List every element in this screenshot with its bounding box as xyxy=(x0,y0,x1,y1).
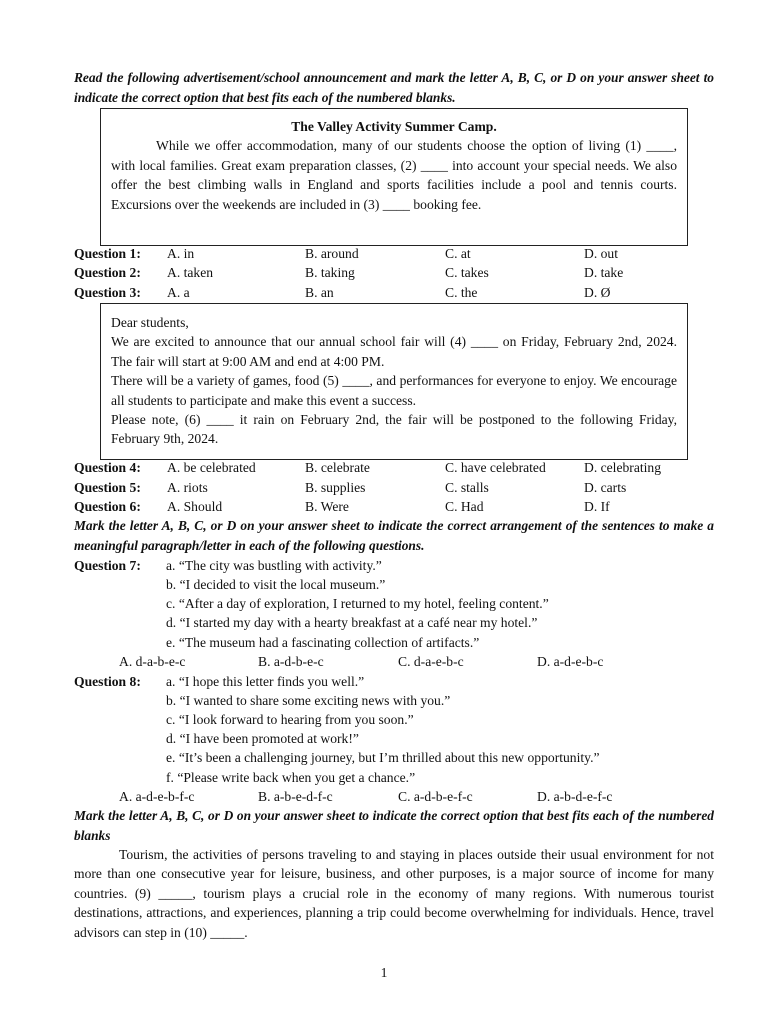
ad-text: While we offer accommodation, many of our students choose the option of living (1) ____, with local families. Great exam preparation classes, (2) ____ into account your special needs. We also offer the best climbing walls in England and sports facilities include a pool and tennis courts. Excursions over the weekends are included in (3) ____ booking fee. xyxy=(111,138,677,212)
advertisement-box xyxy=(100,108,688,246)
tourism-passage: Tourism, the activities of persons traveling to and staying in places outside their usual environment for not more than one consecutive year for leisure, business, and other purposes, is a major source of income for many countries. (9) _____, tourism plays a crucial role in the economy of many regions. With numerous tourist destinations, attractions, and experiences, planning a trip could become overwhelming for individuals. Hence, travel advisors can step in (10) _____. xyxy=(74,847,714,940)
option-a: A. Should xyxy=(167,499,223,514)
announcement-box xyxy=(100,303,688,460)
sentence: c. “I look forward to hearing from you soon.” xyxy=(166,712,414,727)
option-a: A. d-a-b-e-c xyxy=(119,654,186,669)
answer-options xyxy=(74,652,714,671)
page-number: 1 xyxy=(380,965,388,980)
question-row xyxy=(74,478,714,497)
question-row xyxy=(74,263,714,282)
option-b: B. a-b-e-d-f-c xyxy=(258,789,333,804)
sentence: a. “The city was bustling with activity.” xyxy=(166,558,382,573)
instruction-2: Mark the letter A, B, C, or D on your answer sheet to indicate the correct arrangement of the sentences to make a meaningful paragraph/letter in each of the following questions. xyxy=(74,518,714,553)
announcement-paragraph: There will be a variety of games, food (5) ____, and performances for everyone to enjoy. We encourage all students to participate and make this event a success. xyxy=(111,373,677,408)
option-c: C. stalls xyxy=(445,480,489,495)
ad-title: The Valley Activity Summer Camp. xyxy=(291,119,497,134)
option-c: C. the xyxy=(445,285,478,300)
sentence: b. “I decided to visit the local museum.” xyxy=(166,577,386,592)
option-b: B. Were xyxy=(305,499,349,514)
sentence: f. “Please write back when you get a chance.” xyxy=(166,770,416,785)
question-label: Question 3: xyxy=(74,285,141,300)
option-b: B. celebrate xyxy=(305,460,370,475)
sentence: d. “I started my day with a hearty breakfast at a café near my hotel.” xyxy=(166,615,538,630)
question-label: Question 5: xyxy=(74,480,141,495)
option-d: D. carts xyxy=(584,480,627,495)
option-a: A. taken xyxy=(167,265,214,280)
option-c: C. takes xyxy=(445,265,489,280)
sentence: d. “I have been promoted at work!” xyxy=(166,731,359,746)
question-row xyxy=(74,283,714,302)
option-a: A. riots xyxy=(167,480,208,495)
option-a: A. a xyxy=(167,285,190,300)
sentence: a. “I hope this letter finds you well.” xyxy=(166,674,365,689)
option-b: B. supplies xyxy=(305,480,366,495)
option-c: C. have celebrated xyxy=(445,460,546,475)
option-b: B. an xyxy=(305,285,334,300)
option-d: D. take xyxy=(584,265,624,280)
option-b: B. taking xyxy=(305,265,355,280)
option-c: C. a-d-b-e-f-c xyxy=(398,789,473,804)
option-b: B. a-d-b-e-c xyxy=(258,654,324,669)
question-label: Question 8: xyxy=(74,674,141,689)
question-label: Question 6: xyxy=(74,499,141,514)
option-d: D. a-b-d-e-f-c xyxy=(537,789,613,804)
option-c: C. Had xyxy=(445,499,484,514)
option-a: A. in xyxy=(167,246,195,261)
option-d: D. If xyxy=(584,499,610,514)
announcement-greeting: Dear students, xyxy=(111,315,189,330)
instruction-1: Read the following advertisement/school announcement and mark the letter A, B, C, or D on your answer sheet to indicate the correct option that best fits each of the numbered blanks. xyxy=(74,70,714,105)
question-row xyxy=(74,497,714,516)
option-b: B. around xyxy=(305,246,359,261)
option-c: C. d-a-e-b-c xyxy=(398,654,464,669)
sentence: c. “After a day of exploration, I returned to my hotel, feeling content.” xyxy=(166,596,549,611)
answer-options xyxy=(74,787,714,806)
sentence: e. “The museum had a fascinating collection of artifacts.” xyxy=(166,635,480,650)
option-d: D. Ø xyxy=(584,285,611,300)
option-d: D. celebrating xyxy=(584,460,661,475)
sentence: b. “I wanted to share some exciting news with you.” xyxy=(166,693,451,708)
question-row xyxy=(74,458,714,477)
question-label: Question 1: xyxy=(74,246,141,261)
announcement-paragraph: We are excited to announce that our annual school fair will (4) ____ on Friday, February 2nd, 2024. The fair will start at 9:00 AM and end at 4:00 PM. xyxy=(111,334,677,369)
announcement-paragraph: Please note, (6) ____ it rain on February 2nd, the fair will be postponed to the following Friday, February 9th, 2024. xyxy=(111,412,677,447)
question-label: Question 4: xyxy=(74,460,141,475)
instruction-3: Mark the letter A, B, C, or D on your answer sheet to indicate the correct option that best fits each of the numbered blanks xyxy=(74,808,714,843)
question-row xyxy=(74,244,714,263)
question-label: Question 7: xyxy=(74,558,141,573)
option-a: A. be celebrated xyxy=(167,460,256,475)
option-d: D. out xyxy=(584,246,618,261)
option-a: A. a-d-e-b-f-c xyxy=(119,789,195,804)
option-d: D. a-d-e-b-c xyxy=(537,654,604,669)
sentence: e. “It’s been a challenging journey, but I’m thrilled about this new opportunity.” xyxy=(166,750,600,765)
question-label: Question 2: xyxy=(74,265,141,280)
option-c: C. at xyxy=(445,246,471,261)
